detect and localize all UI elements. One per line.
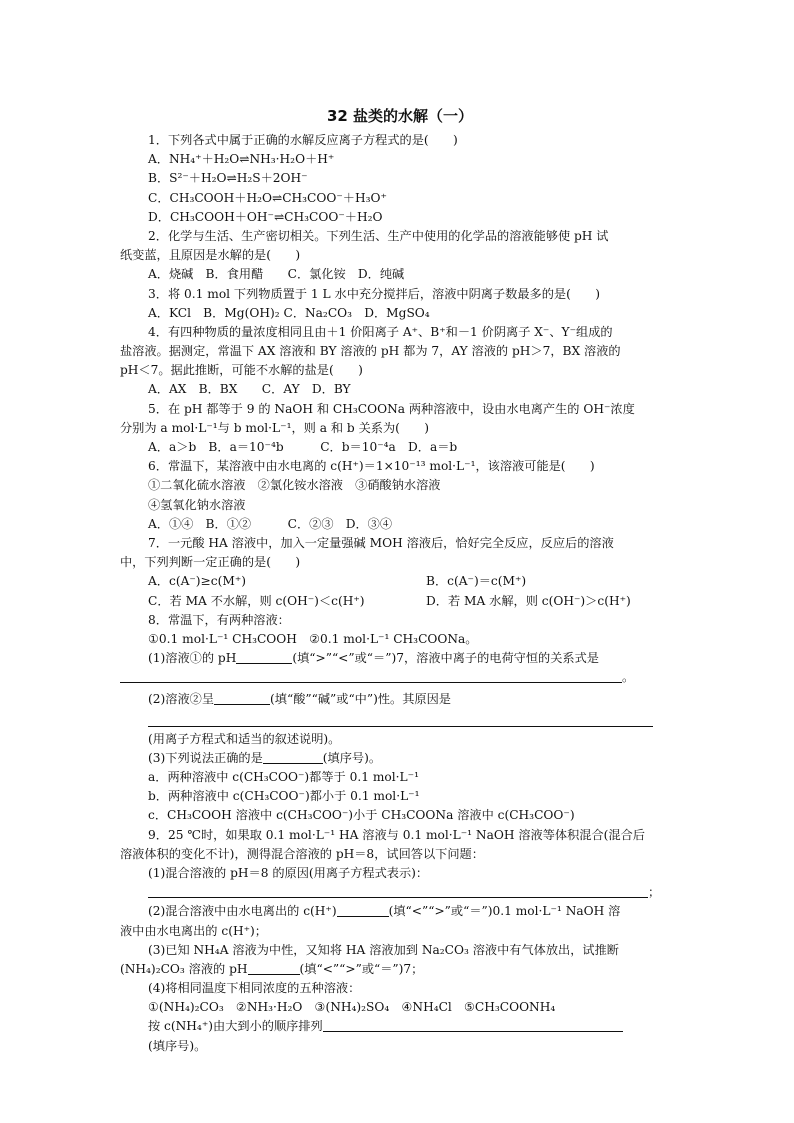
q9-part2-text-b: (填“<”“>”或“＝”)0.1 mol·L⁻¹ NaOH 溶: [388, 904, 621, 919]
q3-stem: 3．将 0.1 mol 下列物质置于 1 L 水中充分搅拌后，溶液中阴离子数最多的是( ): [148, 286, 600, 301]
q8-part3-text-b: (填序号)。: [322, 750, 382, 765]
q8-part1-text-a: (1)溶液①的 pH: [148, 651, 237, 666]
q7-option-b: B．c(A⁻)＝c(M⁺): [426, 574, 527, 589]
q5-options: A．a＞b B．a＝10⁻⁴b C．b＝10⁻⁴a D．a＝b: [148, 440, 458, 454]
q1-option-b: B．S²⁻＋H₂O⇌H₂S＋2OH⁻: [148, 171, 308, 186]
q9-part3-blank[interactable]: [248, 960, 300, 975]
q9-part4-text-a: 按 c(NH₄⁺)由大到小的顺序排列: [148, 1019, 323, 1034]
q6-items-line2: ④氢氧化钠水溶液: [148, 497, 246, 512]
q8-part1-blank-ph[interactable]: [236, 649, 292, 664]
q9-part1-answer-line: [120, 883, 680, 902]
q7-options-row2: [120, 592, 680, 611]
q9-part4-solutions: ①(NH₄)₂CO₃ ②NH₃·H₂O ③(NH₄)₂SO₄ ④NH₄Cl ⑤CH₃COONH₄: [148, 1000, 556, 1015]
q8-part2-blank-nature[interactable]: [214, 690, 270, 705]
q7-option-a: A．c(A⁻)≥c(M⁺): [148, 574, 247, 589]
q8-solutions: ①0.1 mol·L⁻¹ CH₃COOH ②0.1 mol·L⁻¹ CH₃COONa。: [148, 631, 478, 646]
q9-part2: [120, 902, 680, 921]
q9-part1-end: ；: [648, 885, 661, 900]
q6-items-line1: ①二氧化硫水溶液 ②氯化铵水溶液 ③硝酸钠水溶液: [148, 478, 441, 493]
q7-stem-line2: 中，下列判断一定正确的是( ): [120, 555, 301, 570]
q8-part2: [120, 690, 680, 709]
q2-options: A．烧碱 B．食用醋 C．氯化铵 D．纯碱: [148, 267, 405, 282]
q9-stem-line2: 溶液体积的变化不计)，测得混合溶液的 pH＝8，试回答以下问题：: [120, 846, 484, 861]
q7-option-c: C．若 MA 不水解，则 c(OH⁻)＜c(H⁺): [148, 593, 365, 608]
q7-options-row1: [120, 572, 680, 591]
q3-options: A．KCl B．Mg(OH)₂ C．Na₂CO₃ D．MgSO₄: [148, 305, 430, 320]
q9-part4-blank-order[interactable]: [323, 1017, 623, 1032]
page-title: 32 盐类的水解（一）: [326, 107, 474, 125]
q9-part2-text-a: (2)混合溶液中由水电离出的 c(H⁺): [148, 904, 337, 919]
q8-stem: 8．常温下，有两种溶液：: [148, 612, 290, 627]
q5-stem-line2: 分别为 a mol·L⁻¹与 b mol·L⁻¹，则 a 和 b 关系为( ): [120, 420, 430, 435]
q4-stem-line1: 4．有四种物质的量浓度相同且由＋1 价阳离子 A⁺、B⁺和－1 价阴离子 X⁻、Y⁻组成的: [148, 324, 613, 339]
q9-part1: (1)混合溶液的 pH＝8 的原因(用离子方程式表示)：: [148, 865, 429, 880]
q6-options: A．①④ B．①② C．②③ D．③④: [148, 516, 393, 531]
q9-part4-note: (填序号)。: [148, 1038, 207, 1053]
q8-part3-option-c: c．CH₃COOH 溶液中 c(CH₃COO⁻)小于 CH₃COONa 溶液中 c(CH₃COO⁻): [148, 808, 575, 823]
q4-stem-line2: 盐溶液。据测定，常温下 AX 溶液和 BY 溶液的 pH 都为 7，AY 溶液的 pH＞7，BX 溶液的: [120, 344, 621, 359]
q2-stem-line1: 2．化学与生活、生产密切相关。下列生活、生产中使用的化学品的溶液能够使 pH 试: [148, 228, 609, 243]
worksheet: [120, 103, 680, 1056]
q8-part1-answer-line: [120, 668, 680, 687]
q8-part1: [120, 649, 680, 668]
q8-part2-note: (用离子方程式和适当的叙述说明)。: [148, 731, 341, 746]
q8-part2-text-a: (2)溶液②呈: [148, 692, 215, 707]
q8-part3-text-a: (3)下列说法正确的是: [148, 750, 263, 765]
q9-part4-line1: (4)将相同温度下相同浓度的五种溶液：: [148, 981, 361, 996]
q8-part1-blank-charge-balance[interactable]: [120, 668, 622, 683]
q8-part3-option-b: b．两种溶液中 c(CH₃COO⁻)都小于 0.1 mol·L⁻¹: [148, 789, 420, 804]
q7-option-d: D．若 MA 水解，则 c(OH⁻)＞c(H⁺): [426, 593, 631, 608]
q9-part3-text-a: (NH₄)₂CO₃ 溶液的 pH: [120, 961, 248, 976]
q8-part3-blank[interactable]: [263, 749, 323, 764]
q9-part3-text-b: (填“<”“>”或“＝”)7；: [299, 961, 424, 976]
q8-part2-blank-reason[interactable]: [148, 712, 653, 727]
q9-part3-line1: (3)已知 NH₄A 溶液为中性，又知将 HA 溶液加到 Na₂CO₃ 溶液中有气体放出，试推断: [148, 942, 619, 957]
q8-part2-text-b: (填“酸”“碱”或“中”)性。其原因是: [270, 692, 451, 707]
q8-part3-option-a: a．两种溶液中 c(CH₃COO⁻)都等于 0.1 mol·L⁻¹: [148, 770, 419, 784]
q7-stem-line1: 7．一元酸 HA 溶液中，加入一定量强碱 MOH 溶液后，恰好完全反应，反应后的溶液: [148, 535, 614, 550]
q1-option-a: A．NH₄⁺＋H₂O⇌NH₃·H₂O＋H⁺: [148, 152, 335, 167]
q4-options: A．AX B．BX C．AY D．BY: [148, 382, 351, 397]
q2-stem-line2: 纸变蓝，且原因是水解的是( ): [120, 248, 301, 263]
q5-stem-line1: 5．在 pH 都等于 9 的 NaOH 和 CH₃COONa 两种溶液中，设由水电离产生的 OH⁻浓度: [148, 401, 635, 416]
q8-part1-end: 。: [622, 670, 635, 685]
q1-option-c: C．CH₃COOH＋H₂O⇌CH₃COO⁻＋H₃O⁺: [148, 190, 387, 205]
q9-part1-blank-equation[interactable]: [148, 883, 648, 898]
q6-stem: 6．常温下，某溶液中由水电离的 c(H⁺)＝1×10⁻¹³ mol·L⁻¹，该溶液可能是( ): [148, 459, 595, 474]
q9-stem-line1: 9．25 ℃时，如果取 0.1 mol·L⁻¹ HA 溶液与 0.1 mol·L⁻¹ NaOH 溶液等体积混合(混合后: [148, 827, 645, 842]
q8-part1-text-b: (填“>”“<”或“＝”)7，溶液中离子的电荷守恒的关系式是: [292, 651, 599, 666]
q1-stem: 1．下列各式中属于正确的水解反应离子方程式的是( ): [148, 133, 458, 147]
q9-part2-line2: 液中由水电离出的 c(H⁺)；: [120, 923, 267, 938]
q9-part3-line2: [120, 960, 680, 979]
q4-stem-line3: pH＜7。据此推断，可能不水解的盐是( ): [120, 363, 363, 378]
q9-part4-line3: [120, 1017, 680, 1036]
q1-option-d: D．CH₃COOH＋OH⁻⇌CH₃COO⁻＋H₂O: [148, 209, 383, 224]
q9-part2-blank[interactable]: [337, 902, 389, 917]
q8-part3: [120, 749, 680, 768]
